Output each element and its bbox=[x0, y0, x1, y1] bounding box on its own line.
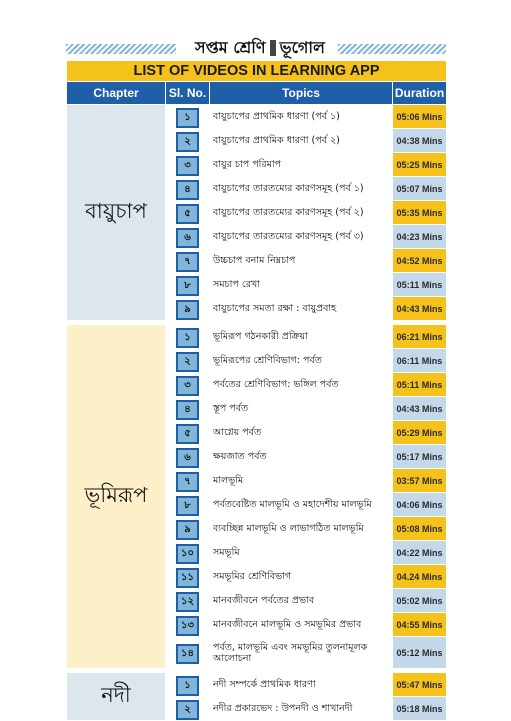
col-header-duration: Duration bbox=[393, 82, 447, 105]
topic-cell: সমচাপ রেখা bbox=[210, 273, 393, 297]
page-header bbox=[180, 36, 340, 60]
sl-cell bbox=[166, 153, 210, 177]
sl-cell bbox=[166, 541, 210, 565]
sl-badge: ৯ bbox=[176, 520, 199, 540]
sl-badge: ৩ bbox=[176, 156, 199, 176]
topic-cell: স্তূপ পর্বত bbox=[210, 397, 393, 421]
sl-badge: ৯ bbox=[176, 300, 199, 320]
sl-badge: ১ bbox=[176, 676, 199, 696]
duration-cell: 04:43 Mins bbox=[393, 397, 447, 421]
sl-cell bbox=[166, 273, 210, 297]
duration-cell: 06:21 Mins bbox=[393, 325, 447, 349]
sl-badge: ১ bbox=[176, 108, 199, 128]
sl-cell bbox=[166, 397, 210, 421]
duration-cell: 04:22 Mins bbox=[393, 541, 447, 565]
duration-cell: 06:11 Mins bbox=[393, 349, 447, 373]
duration-cell: 05:18 Mins bbox=[393, 697, 447, 721]
topic-cell: মালভূমি bbox=[210, 469, 393, 493]
duration-cell: 04:23 Mins bbox=[393, 225, 447, 249]
topic-cell: ক্ষয়জাত পর্বত bbox=[210, 445, 393, 469]
sl-badge: ১ bbox=[176, 328, 199, 348]
topic-cell: বায়ুর চাপ পরিমাপ bbox=[210, 153, 393, 177]
sl-cell bbox=[166, 469, 210, 493]
chapter-name: বায়ুচাপ bbox=[67, 105, 166, 321]
sl-cell bbox=[166, 373, 210, 397]
topic-cell: মানবজীবনে পর্বতের প্রভাব bbox=[210, 589, 393, 613]
sl-badge: ৫ bbox=[176, 204, 199, 224]
duration-cell: 05:08 Mins bbox=[393, 517, 447, 541]
topic-cell: ভূমিরূপের শ্রেণিবিভাগ: পর্বত bbox=[210, 349, 393, 373]
table-row bbox=[67, 105, 447, 129]
sl-cell bbox=[166, 249, 210, 273]
duration-cell: 04:06 Mins bbox=[393, 493, 447, 517]
sl-cell bbox=[166, 613, 210, 637]
table-row bbox=[67, 325, 447, 349]
col-header-sl: Sl. No. bbox=[166, 82, 210, 105]
duration-cell: 05:02 Mins bbox=[393, 589, 447, 613]
sl-cell bbox=[166, 445, 210, 469]
sl-badge: ১২ bbox=[176, 592, 199, 612]
sl-badge: ৭ bbox=[176, 252, 199, 272]
sl-cell bbox=[166, 637, 210, 669]
sl-badge: ৫ bbox=[176, 424, 199, 444]
table-header-row bbox=[67, 82, 447, 105]
sl-cell bbox=[166, 673, 210, 697]
table-row bbox=[67, 673, 447, 697]
duration-cell: 03:57 Mins bbox=[393, 469, 447, 493]
topic-cell: বায়ুচাপের তারতম্যের কারণসমূহ (পর্ব ২) bbox=[210, 201, 393, 225]
sl-badge: ৮ bbox=[176, 496, 199, 516]
duration-cell: 04:43 Mins bbox=[393, 297, 447, 321]
topic-cell: বায়ুচাপের তারতম্যের কারণসমূহ (পর্ব ১) bbox=[210, 177, 393, 201]
topic-cell: নদী সম্পর্কে প্রাথমিক ধারণা bbox=[210, 673, 393, 697]
topic-cell: বায়ুচাপের সমতা রক্ষা : বায়ুপ্রবাহ bbox=[210, 297, 393, 321]
subject-label: ভূগোল bbox=[279, 37, 325, 57]
sl-cell bbox=[166, 177, 210, 201]
duration-cell: 05:11 Mins bbox=[393, 273, 447, 297]
duration-cell: 04:55 Mins bbox=[393, 613, 447, 637]
duration-cell: 05:06 Mins bbox=[393, 105, 447, 129]
duration-cell: 05:12 Mins bbox=[393, 637, 447, 669]
topic-cell: বায়ুচাপের প্রাথমিক ধারণা (পর্ব ১) bbox=[210, 105, 393, 129]
duration-cell: 05:11 Mins bbox=[393, 373, 447, 397]
sl-badge: ৮ bbox=[176, 276, 199, 296]
sl-cell bbox=[166, 589, 210, 613]
sl-cell bbox=[166, 697, 210, 721]
sl-cell bbox=[166, 325, 210, 349]
topic-cell: পর্বত, মালভূমি এবং সমভূমির তুলনামূলক আলোচনা bbox=[210, 637, 393, 669]
sl-badge: ১৪ bbox=[176, 644, 199, 664]
sl-badge: ২ bbox=[176, 700, 199, 720]
chapter-name: ভূমিরূপ bbox=[67, 325, 166, 669]
sl-cell bbox=[166, 493, 210, 517]
topic-cell: সমভূমি bbox=[210, 541, 393, 565]
duration-cell: 05:35 Mins bbox=[393, 201, 447, 225]
sl-badge: ৬ bbox=[176, 228, 199, 248]
col-header-chapter: Chapter bbox=[67, 82, 166, 105]
topic-cell: ব্যবচ্ছিন্ন মালভূমি ও লাভাগঠিত মালভূমি bbox=[210, 517, 393, 541]
duration-cell: 05:17 Mins bbox=[393, 445, 447, 469]
topic-cell: পর্বতবেষ্টিত মালভূমি ও মহাদেশীয় মালভূমি bbox=[210, 493, 393, 517]
sl-badge: ৪ bbox=[176, 180, 199, 200]
topic-cell: নদীর প্রকারভেদ : উপনদী ও শাখানদী bbox=[210, 697, 393, 721]
sl-cell bbox=[166, 201, 210, 225]
chapter-name: নদী bbox=[67, 673, 166, 721]
sl-badge: ২ bbox=[176, 352, 199, 372]
header-stripes-right bbox=[338, 44, 446, 54]
duration-cell: 05:29 Mins bbox=[393, 421, 447, 445]
video-list-table bbox=[66, 60, 447, 721]
sl-badge: ১০ bbox=[176, 544, 199, 564]
duration-cell: 05:07 Mins bbox=[393, 177, 447, 201]
sl-cell bbox=[166, 105, 210, 129]
duration-cell: 04:52 Mins bbox=[393, 249, 447, 273]
sl-badge: ১৩ bbox=[176, 616, 199, 636]
sl-cell bbox=[166, 421, 210, 445]
table-title: LIST OF VIDEOS IN LEARNING APP bbox=[67, 61, 447, 82]
topic-cell: মানবজীবনে মালভূমি ও সমভূমির প্রভাব bbox=[210, 613, 393, 637]
table-title-row bbox=[67, 61, 447, 82]
topic-cell: পর্বতের শ্রেণিবিভাগ: ভঙ্গিল পর্বত bbox=[210, 373, 393, 397]
class-label: সপ্তম শ্রেণি bbox=[195, 37, 266, 57]
duration-cell: 04:38 Mins bbox=[393, 129, 447, 153]
header-separator bbox=[270, 40, 276, 56]
topic-cell: ভূমিরূপ গঠনকারী প্রক্রিয়া bbox=[210, 325, 393, 349]
sl-badge: ৩ bbox=[176, 376, 199, 396]
sl-cell bbox=[166, 565, 210, 589]
duration-cell: 05:47 Mins bbox=[393, 673, 447, 697]
sl-cell bbox=[166, 225, 210, 249]
sl-badge: ১১ bbox=[176, 568, 199, 588]
topic-cell: বায়ুচাপের তারতম্যের কারণসমূহ (পর্ব ৩) bbox=[210, 225, 393, 249]
topic-cell: আগ্নেয় পর্বত bbox=[210, 421, 393, 445]
sl-badge: ৭ bbox=[176, 472, 199, 492]
topic-cell: উচ্চচাপ বনাম নিম্নচাপ bbox=[210, 249, 393, 273]
topic-cell: সমভূমির শ্রেণিবিভাগ bbox=[210, 565, 393, 589]
sl-badge: ৬ bbox=[176, 448, 199, 468]
header-stripes-left bbox=[66, 44, 176, 54]
col-header-topics: Topics bbox=[210, 82, 393, 105]
sl-cell bbox=[166, 129, 210, 153]
duration-cell: 05:25 Mins bbox=[393, 153, 447, 177]
sl-cell bbox=[166, 349, 210, 373]
topic-cell: বায়ুচাপের প্রাথমিক ধারণা (পর্ব ২) bbox=[210, 129, 393, 153]
sl-badge: ৪ bbox=[176, 400, 199, 420]
sl-badge: ২ bbox=[176, 132, 199, 152]
sl-cell bbox=[166, 297, 210, 321]
sl-cell bbox=[166, 517, 210, 541]
duration-cell: 04.24 Mins bbox=[393, 565, 447, 589]
